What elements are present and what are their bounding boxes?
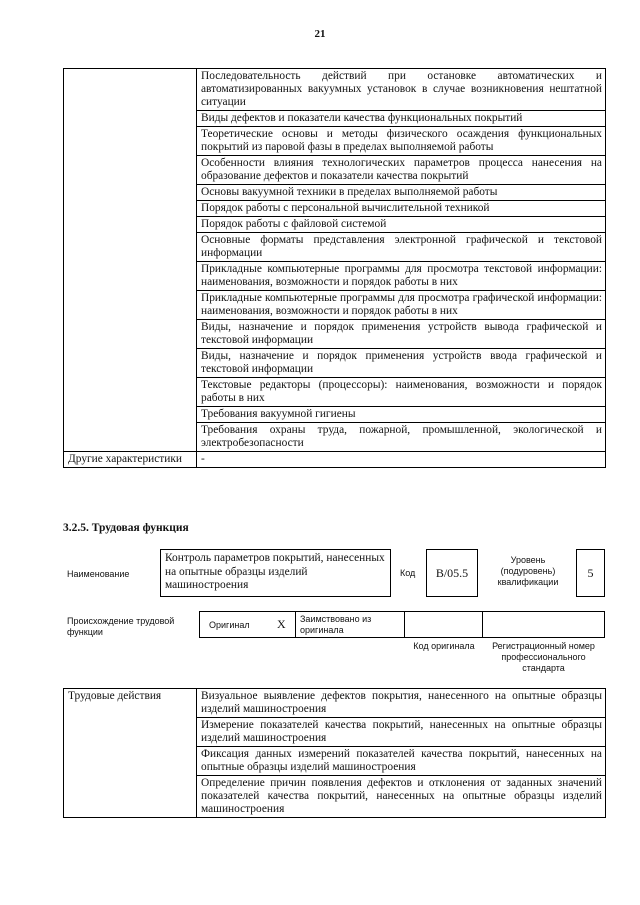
code-box: [426, 549, 478, 597]
labor-actions-label: Трудовые действия: [64, 689, 197, 818]
knowledge-item: Порядок работы с файловой системой: [197, 217, 606, 233]
other-characteristics-label: Другие характеристики: [64, 452, 197, 468]
knowledge-item: Виды, назначение и порядок применения устройств вывода графической и текстовой информации: [197, 320, 606, 349]
page-number: 21: [314, 28, 326, 40]
labor-action-item: Определение причин появления дефектов и отклонения от заданных значений показателей качества покрытий, нанесенных на опытные образцы изделий машиностроения: [197, 776, 606, 818]
code-original-label: Код оригинала: [413, 641, 475, 651]
labor-action-row: [64, 689, 606, 718]
knowledge-item: Порядок работы с персональной вычислительной техникой: [197, 201, 606, 217]
knowledge-item: Последовательность действий при остановке автоматических и автоматизированных вакуумных установок в случае возникновения нештатной ситуации: [197, 69, 606, 111]
reg-number-box: [482, 611, 605, 638]
knowledge-label-cell: [64, 69, 197, 452]
code-label: Код: [400, 568, 416, 578]
knowledge-item: Основы вакуумной техники в пределах выполняемой работы: [197, 185, 606, 201]
knowledge-item: Прикладные компьютерные программы для просмотра графической информации: наименования, возможности и порядок работы в них: [197, 291, 606, 320]
labor-actions-table: [63, 688, 606, 818]
borrowed-label: Заимствовано из оригинала: [300, 614, 372, 635]
function-name-value: Контроль параметров покрытий, нанесенных на опытные образцы изделий машиностроения: [165, 552, 385, 591]
knowledge-item: Виды дефектов и показатели качества функциональных покрытий: [197, 111, 606, 127]
other-characteristics-value: -: [197, 452, 606, 468]
knowledge-item: Требования охраны труда, пожарной, промышленной, экологической и электробезопасности: [197, 423, 606, 452]
name-label: Наименование: [67, 569, 130, 579]
knowledge-item: Текстовые редакторы (процессоры): наименования, возможности и порядок работы в них: [197, 378, 606, 407]
knowledge-item: Требования вакуумной гигиены: [197, 407, 606, 423]
knowledge-item: Прикладные компьютерные программы для просмотра текстовой информации: наименования, возможности и порядок работы в них: [197, 262, 606, 291]
borrowed-box: [295, 611, 405, 638]
code-original-box: [404, 611, 483, 638]
labor-action-item: Измерение показателей качества покрытий, нанесенных на опытные образцы изделий машиностроения: [197, 718, 606, 747]
knowledge-item: Особенности влияния технологических параметров процесса нанесения на образование дефектов и показатели качества покрытий: [197, 156, 606, 185]
knowledge-table: [63, 68, 606, 468]
level-value: 5: [587, 566, 594, 580]
other-characteristics-row: [64, 452, 606, 468]
original-box: [199, 611, 296, 638]
knowledge-item: Теоретические основы и методы физического осаждения функциональных покрытий из паровой фазы в пределах выполняемой работы: [197, 127, 606, 156]
labor-action-item: Фиксация данных измерений показателей качества покрытий, нанесенных на опытные образцы изделий машиностроения: [197, 747, 606, 776]
origin-label: Происхождение трудовой функции: [67, 616, 175, 637]
knowledge-item: Основные форматы представления электронной графической и текстовой информации: [197, 233, 606, 262]
section-title: 3.2.5. Трудовая функция: [63, 522, 189, 534]
knowledge-row: [64, 69, 606, 111]
code-value: В/05.5: [435, 566, 469, 580]
knowledge-item: Виды, назначение и порядок применения устройств ввода графической и текстовой информации: [197, 349, 606, 378]
original-mark: Х: [277, 617, 286, 631]
reg-number-label: Регистрационный номер профессионального стандарта: [492, 641, 595, 673]
level-box: [576, 549, 605, 597]
labor-action-item: Визуальное выявление дефектов покрытия, нанесенного на опытные образцы изделий машиностроения: [197, 689, 606, 718]
level-label: Уровень (подуровень) квалификации: [497, 555, 559, 587]
function-name-box: [160, 549, 391, 597]
original-label: Оригинал: [209, 620, 250, 630]
